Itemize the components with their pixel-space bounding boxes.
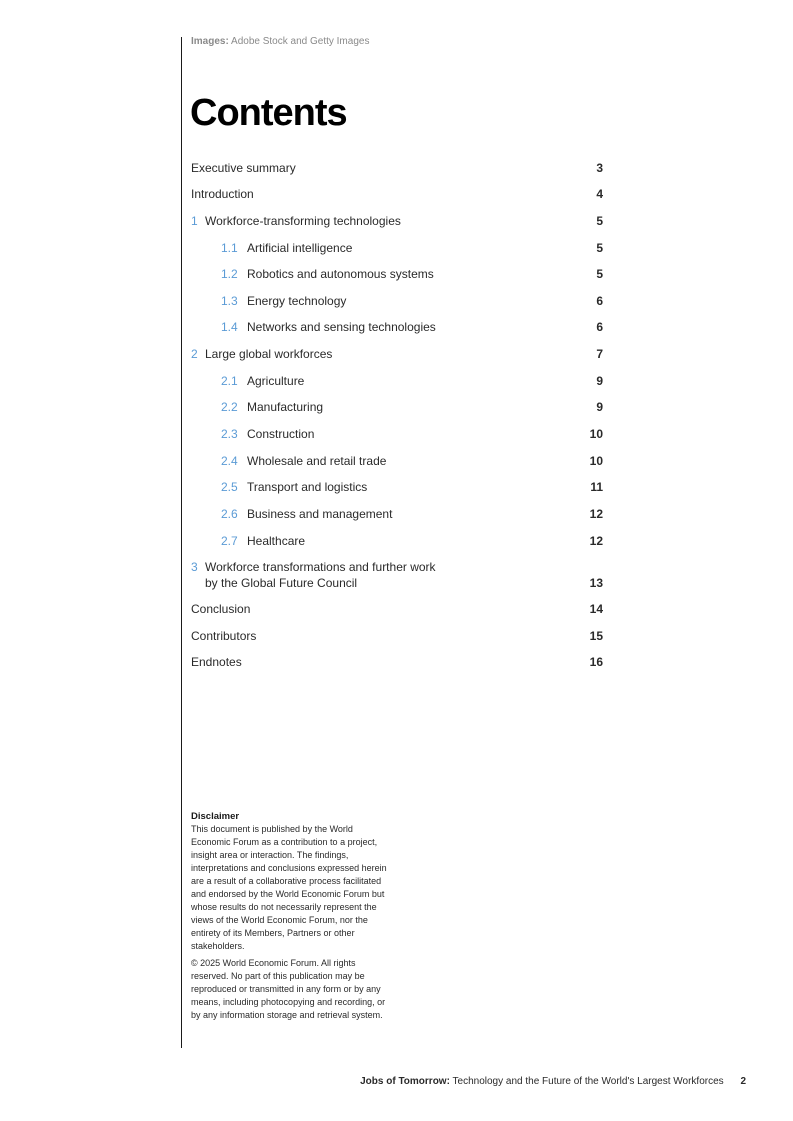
toc-entry-number: 2.3: [221, 427, 238, 441]
toc-entry-title: Healthcare: [247, 534, 306, 548]
image-credits-label: Images:: [191, 36, 229, 47]
toc-entry-number: 2.6: [221, 507, 238, 521]
toc-entry-endnotes[interactable]: [191, 654, 603, 670]
toc-entry-title-line-1: Workforce transformations and further work: [205, 560, 436, 574]
toc-entry-section-3[interactable]: [191, 559, 603, 591]
toc-entry-section-1-4[interactable]: [191, 319, 603, 335]
toc-entry-title-line-2: by the Global Future Council: [205, 576, 358, 590]
toc-entry-number: 1.1: [221, 241, 238, 255]
toc-entry-number: 1.3: [221, 294, 238, 308]
toc-entry-number: 1: [191, 214, 198, 228]
toc-entry-page: 5: [596, 214, 603, 228]
toc-entry-section-2-3[interactable]: [191, 426, 603, 442]
toc-entry-executive-summary[interactable]: [191, 160, 603, 176]
toc-entry-section-2-6[interactable]: [191, 506, 603, 522]
toc-entry-number: 2: [191, 347, 198, 361]
toc-entry-page: 3: [596, 161, 603, 175]
toc-entry-section-1-3[interactable]: [191, 293, 603, 309]
disclaimer: [191, 810, 391, 1022]
toc-entry-title: Wholesale and retail trade: [247, 454, 387, 468]
toc-entry-section-1-1[interactable]: [191, 240, 603, 256]
toc-entry-page: 10: [589, 454, 603, 468]
disclaimer-body: This document is published by the World Economic Forum as a contribution to a project, insight area or interaction. The findings, interpretations and conclusions expressed herein are a result of a collaborative process facilitated and endorsed by the World Economic Forum but whose results do not necessarily represent the views of the World Economic Forum, nor the entirety of its Members, Partners or other stakeholders.: [191, 824, 387, 951]
toc-entry-page: 6: [596, 320, 603, 334]
toc-entry-page: 4: [596, 187, 603, 201]
toc-entry-page: 7: [596, 347, 603, 361]
toc-entry-title: Business and management: [247, 507, 393, 521]
footer-page-number: 2: [740, 1076, 746, 1087]
toc-entry-title: Large global workforces: [205, 347, 333, 361]
toc-entry-number: 2.2: [221, 400, 238, 414]
toc-entry-title: Contributors: [191, 629, 257, 643]
toc-entry-number: 1.2: [221, 267, 238, 281]
left-margin-rule: [181, 37, 182, 1048]
toc-entry-page: 12: [589, 507, 603, 521]
toc-entry-title: Introduction: [191, 187, 254, 201]
toc-entry-number: 2.7: [221, 534, 238, 548]
toc-entry-section-2-1[interactable]: [191, 373, 603, 389]
image-credits: [191, 36, 369, 47]
toc-entry-page: 12: [589, 534, 603, 548]
toc-entry-page: 14: [589, 602, 603, 616]
toc-entry-page: 11: [590, 480, 603, 494]
page-footer: [360, 1076, 746, 1087]
toc-entry-title: Artificial intelligence: [247, 241, 353, 255]
toc-entry-title: Conclusion: [191, 602, 251, 616]
toc-entry-page: 15: [589, 629, 603, 643]
image-credits-text: Adobe Stock and Getty Images: [231, 36, 370, 47]
toc-entry-contributors[interactable]: [191, 628, 603, 644]
toc-entry-title: Construction: [247, 427, 315, 441]
toc-entry-page: 6: [596, 294, 603, 308]
toc-entry-title: Transport and logistics: [247, 480, 368, 494]
toc-entry-section-2-7[interactable]: [191, 533, 603, 549]
toc-entry-number: 2.1: [221, 374, 238, 388]
footer-report-subtitle: Technology and the Future of the World's Largest Workforces: [452, 1076, 724, 1087]
toc-entry-number: 1.4: [221, 320, 238, 334]
copyright-notice: © 2025 World Economic Forum. All rights reserved. No part of this publication may be reproduced or transmitted in any form or by any means, including photocopying and recording, or by any information storage and retrieval system.: [191, 958, 386, 1020]
toc-entry-page: 5: [596, 241, 603, 255]
toc-entry-conclusion[interactable]: [191, 601, 603, 617]
toc-entry-title: Manufacturing: [247, 400, 324, 414]
footer-report-title: Jobs of Tomorrow:: [360, 1076, 450, 1087]
toc-entry-section-1[interactable]: [191, 213, 603, 229]
page-title: Contents: [190, 92, 347, 134]
toc-entry-section-1-2[interactable]: [191, 266, 603, 282]
toc-entry-section-2-5[interactable]: [191, 479, 603, 495]
toc-entry-title: Workforce-transforming technologies: [205, 214, 401, 228]
toc-entry-section-2[interactable]: [191, 346, 603, 362]
toc-entry-introduction[interactable]: [191, 186, 603, 202]
toc-entry-title: Networks and sensing technologies: [247, 320, 436, 334]
toc-entry-number: 2.5: [221, 480, 238, 494]
toc-entry-page: 13: [589, 576, 603, 590]
toc-entry-title: Energy technology: [247, 294, 347, 308]
toc-entry-page: 10: [589, 427, 603, 441]
toc-entry-title: Agriculture: [247, 374, 305, 388]
toc-entry-number: 2.4: [221, 454, 238, 468]
toc-entry-number: 3: [191, 560, 198, 574]
toc-entry-section-2-2[interactable]: [191, 399, 603, 415]
toc-entry-page: 9: [596, 400, 603, 414]
toc-entry-section-2-4[interactable]: [191, 453, 603, 469]
disclaimer-heading: Disclaimer: [191, 811, 240, 822]
toc-entry-title: Executive summary: [191, 161, 296, 175]
toc-entry-page: 5: [596, 267, 603, 281]
toc-entry-page: 9: [596, 374, 603, 388]
toc-entry-title: Endnotes: [191, 655, 242, 669]
toc-entry-title: Robotics and autonomous systems: [247, 267, 434, 281]
toc-entry-title: [205, 559, 436, 591]
toc-entry-page: 16: [589, 655, 603, 669]
